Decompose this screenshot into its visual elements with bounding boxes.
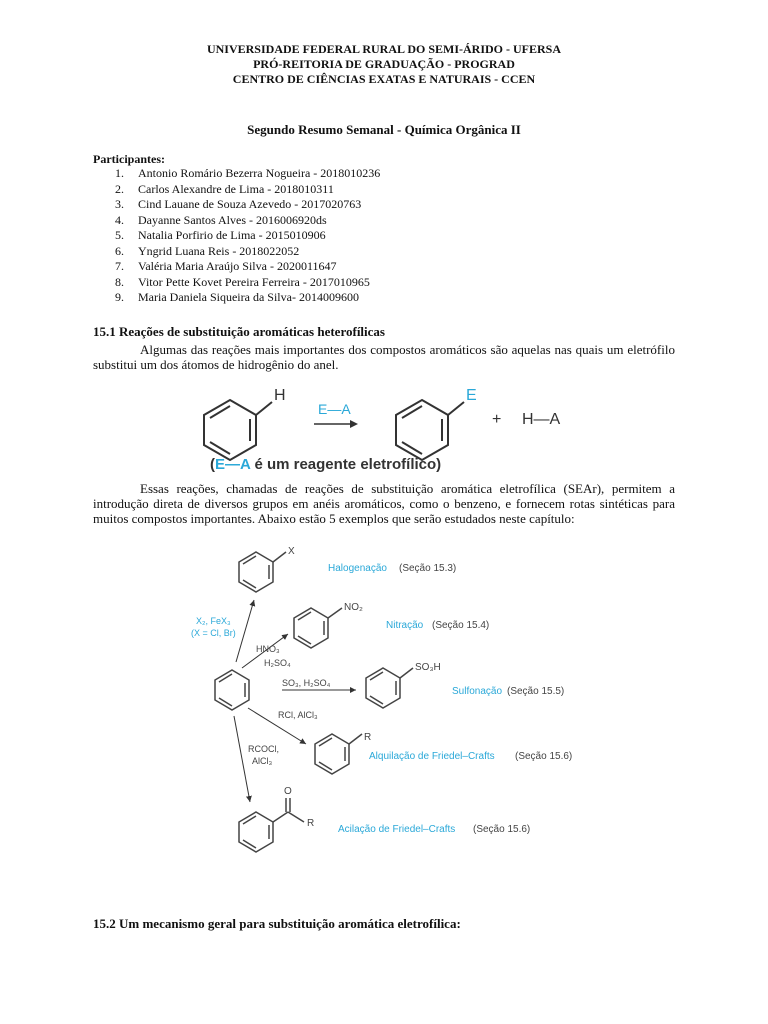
participant-item: 1. Antonio Romário Bezerra Nogueira - 2018010236: [115, 166, 381, 180]
alkyl-substituent: R: [364, 732, 372, 743]
section-heading-15-1: 15.1 Reações de substituição aromáticas heterofílicas: [93, 324, 385, 339]
benzene-central: [215, 670, 249, 710]
header-line-3: CENTRO DE CIÊNCIAS EXATAS E NATURAIS - CCEN: [232, 72, 536, 86]
participant-item: 4. Dayanne Santos Alves - 2016006920ds: [115, 212, 327, 227]
halogenation-conditions: X₂, FeX₃: [196, 616, 231, 626]
arrow-acylation: [234, 716, 250, 802]
hydrogen-label: H: [274, 387, 286, 404]
reaction-arrowhead: [350, 420, 358, 428]
participants-list: [93, 166, 380, 306]
alkylation-section: (Seção 15.6): [515, 751, 573, 762]
electrophile-label: E: [466, 387, 477, 404]
reagent-label: E—A: [318, 401, 351, 417]
halogenation-label: Halogenação: [328, 563, 387, 574]
arrow-halogenation: [236, 600, 254, 662]
participant-item: 7. Valéria Maria Araújo Silva - 2020011647: [115, 259, 337, 273]
benzene-nitrated: [294, 608, 342, 648]
alkylation-label: Alquilação de Friedel–Crafts: [369, 751, 495, 762]
benzene-halogenated: [239, 552, 286, 592]
participant-item: 9. Maria Daniela Siqueira da Silva- 2014009600: [115, 290, 359, 304]
document-title: Segundo Resumo Semanal - Química Orgânica II: [247, 122, 521, 137]
header-line-1: UNIVERSIDADE FEDERAL RURAL DO SEMI-ÁRIDO - UFERSA: [206, 42, 562, 56]
halogen-substituent: X: [288, 546, 295, 557]
acylation-reagent: RCOCl,: [248, 744, 279, 754]
participants-label: Participantes:: [93, 152, 165, 166]
reaction-scheme-examples: [170, 540, 590, 860]
benzene-alkylated: [315, 734, 362, 774]
reagent-caption: (E—A é um reagente eletrofílico): [210, 456, 442, 473]
nitration-catalyst: H₂SO₄: [264, 658, 291, 668]
acylation-section: (Seção 15.6): [473, 824, 531, 835]
participant-item: 2. Carlos Alexandre de Lima - 2018010311: [115, 181, 334, 196]
section-heading-15-2: 15.2 Um mecanismo geral para substituição aromática eletrofílica:: [93, 916, 461, 931]
plus-sign: +: [492, 411, 502, 428]
halogenation-section: (Seção 15.3): [399, 563, 457, 574]
benzene-reactant: [204, 400, 272, 460]
sulfonation-conditions: SO₃, H₂SO₄: [282, 678, 331, 688]
nitration-section: (Seção 15.4): [432, 620, 490, 631]
paragraph-sear: Essas reações, chamadas de reações de substituição aromática eletrofílica (SEAr), permitem a introdução direta de diversos grupos em anéis aromáticos, como o benzeno, e fornecem rotas sintéticas para muitos compostos importantes. Abaixo estão 5 exemplos que serão estudados neste capítulo:: [93, 481, 675, 526]
byproduct-label: H—A: [522, 411, 561, 428]
carbonyl-oxygen: O: [284, 786, 292, 797]
participant-item: 8. Vitor Pette Kovet Pereira Ferreira - 2017010965: [115, 274, 370, 289]
paragraph-intro: Algumas das reações mais importantes dos compostos aromáticos são aquelas nas quais um eletrófilo substitui um dos átomos de hidrogênio do anel.: [93, 342, 675, 372]
sulfonation-section: (Seção 15.5): [507, 686, 565, 697]
benzene-sulfonated: [366, 668, 413, 708]
nitro-substituent: NO₂: [344, 602, 363, 613]
acyl-r-substituent: R: [307, 818, 315, 829]
nitration-label: Nitração: [386, 620, 424, 631]
institution-header: [0, 42, 768, 87]
nitration-reagent: HNO₃: [256, 644, 280, 654]
header-line-2: PRÓ-REITORIA DE GRADUAÇÃO - PROGRAD: [253, 57, 515, 71]
halogenation-conditions-note: (X = Cl, Br): [191, 628, 236, 638]
alkylation-conditions: RCl, AlCl₃: [278, 710, 318, 720]
acylation-label: Acilação de Friedel–Crafts: [338, 824, 456, 835]
participant-item: 3. Cind Lauane de Souza Azevedo - 2017020763: [115, 197, 362, 211]
sulfonation-label: Sulfonação: [452, 686, 503, 697]
participant-item: 5. Natalia Porfirio de Lima - 2015010906: [115, 228, 326, 242]
benzene-acylated: [239, 798, 304, 852]
acylation-catalyst: AlCl₃: [252, 756, 273, 766]
participant-item: 6. Yngrid Luana Reis - 2018022052: [115, 243, 300, 258]
sulfonic-substituent: SO₃H: [415, 662, 441, 673]
benzene-product: [396, 400, 464, 460]
